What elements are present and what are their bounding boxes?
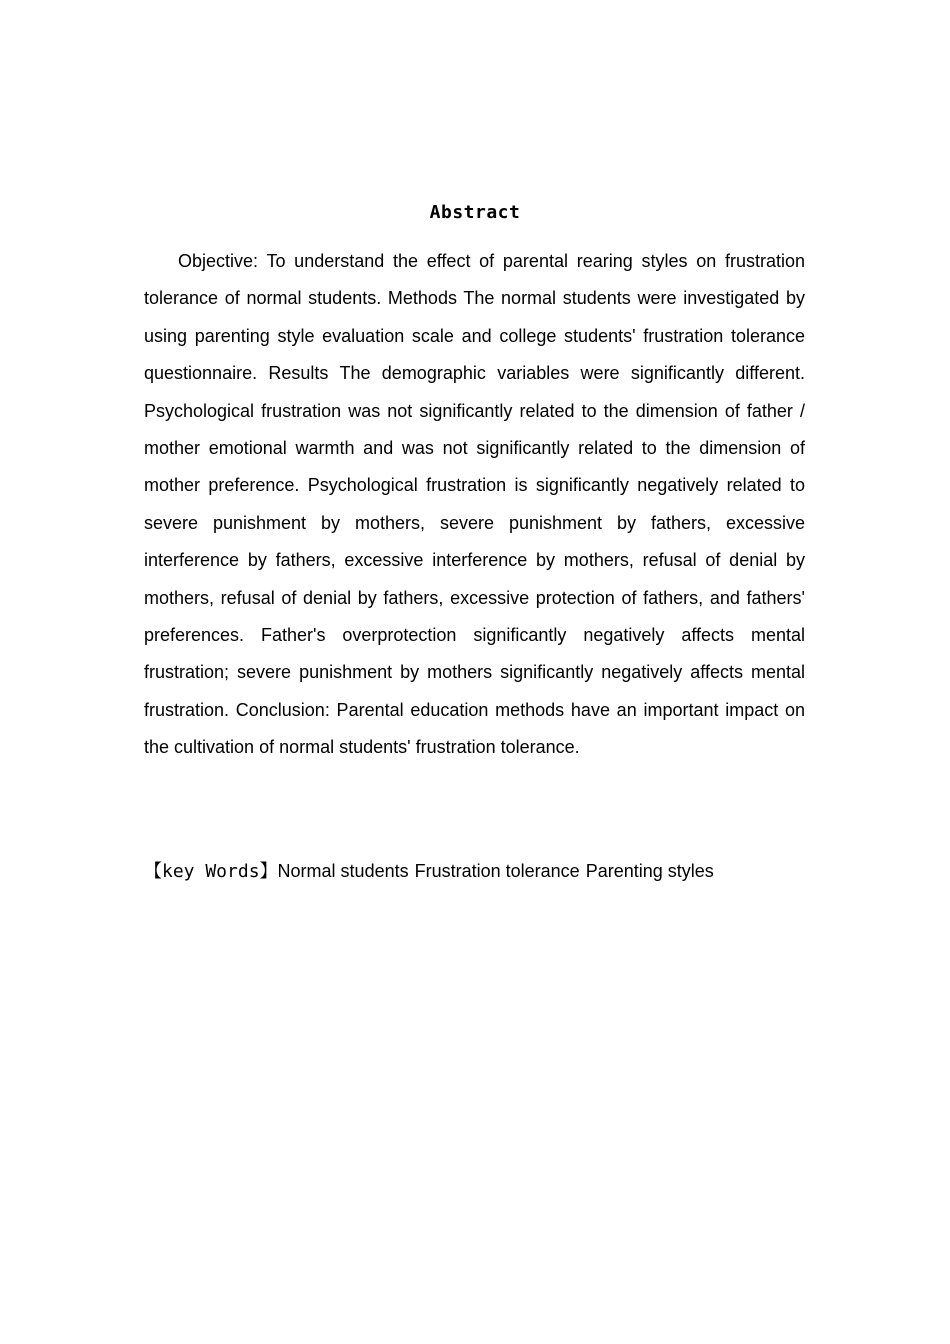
keywords-label: 【key Words】 (144, 861, 278, 882)
abstract-title: Abstract (429, 202, 521, 223)
keyword-item: Normal students (277, 861, 409, 881)
keyword-item: Parenting styles (585, 861, 714, 881)
keywords-line (144, 857, 844, 886)
keyword-item: Frustration tolerance (414, 861, 580, 881)
abstract-body: Objective: To understand the effect of parental rearing styles on frustration tolerance of normal students. Methods The normal students were investigated by using parenting style evaluation scale and college students' frustration tolerance questionnaire. Results The demographic variables were significantly different. Psychological frustration was not significantly related to the dimension of father / mother emotional warmth and was not significantly related to the dimension of mother preference. Psychological frustration is significantly negatively related to severe punishment by mothers, severe punishment by fathers, excessive interference by fathers, excessive interference by mothers, refusal of denial by mothers, refusal of denial by fathers, excessive protection of fathers, and fathers' preferences. Father's overprotection significantly negatively affects mental frustration; severe punishment by mothers significantly negatively affects mental frustration. Conclusion: Parental education methods have an important impact on the cultivation of normal students' frustration tolerance. (144, 251, 805, 758)
